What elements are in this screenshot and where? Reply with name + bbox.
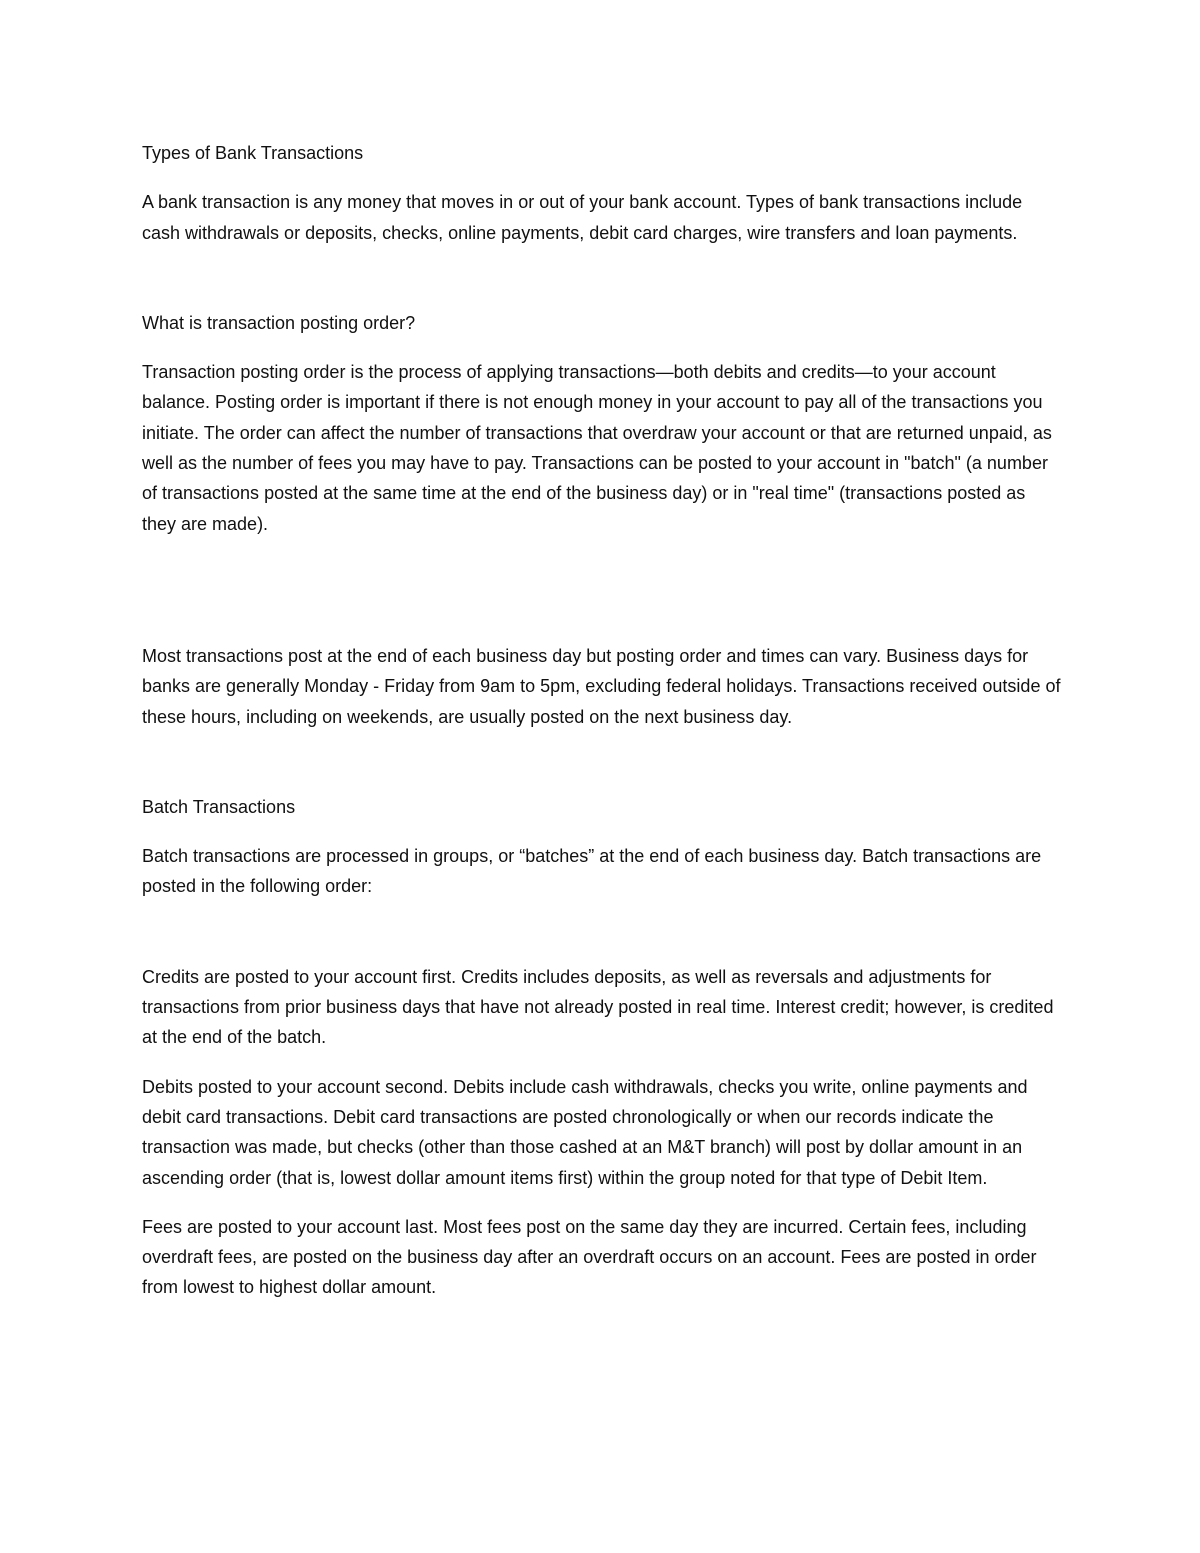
paragraph-batch-description: Batch transactions are processed in groups, or “batches” at the end of each business day. Batch transactions are posted in the following order: [142, 846, 1042, 897]
paragraph-credits: Credits are posted to your account first. Credits includes deposits, as well as reversals and adjustments for transactions from prior business days that have not already posted in real time. Interest credit; however, is credited at the end of the batch. [142, 966, 1054, 1048]
heading-batch-transactions: Batch Transactions [142, 796, 296, 817]
heading-posting-order: What is transaction posting order? [142, 312, 416, 333]
paragraph-types-description: A bank transaction is any money that moves in or out of your bank account. Types of bank transactions include cash withdrawals or deposits, checks, online payments, debit card charges, wire transfers and loan payments. [142, 192, 1023, 243]
paragraph-most-transactions: Most transactions post at the end of each business day but posting order and times can vary. Business days for banks are generally Monday - Friday from 9am to 5pm, excluding federal holidays. Transactions received outside of these hours, including on weekends, are usually posted on the next business day. [142, 645, 1061, 727]
paragraph-fees: Fees are posted to your account last. Most fees post on the same day they are incurred. Certain fees, including overdraft fees, are posted on the business day after an overdraft occurs on an account. Fees are posted in order from lowest to highest dollar amount. [142, 1216, 1037, 1298]
heading-types-of-bank-transactions: Types of Bank Transactions [142, 143, 364, 163]
document-body [142, 138, 1062, 1303]
paragraph-posting-order: Transaction posting order is the process of applying transactions—both debits and credits—to your account balance. Posting order is important if there is not enough money in your account to pay all of the transactions you initiate. The order can affect the number of transactions that overdraw your account or that are returned unpaid, as well as the number of fees you may have to pay. Transactions can be posted to your account in "batch" (a number of transactions posted at the same time at the end of the business day) or in "real time" (transactions posted as they are made). [142, 362, 1052, 534]
paragraph-debits: Debits posted to your account second. Debits include cash withdrawals, checks you write, online payments and debit card transactions. Debit card transactions are posted chronologically or when our records indicate the transaction was made, but checks (other than those cashed at an M&T branch) will post by dollar amount in an ascending order (that is, lowest dollar amount items first) within the group noted for that type of Debit Item. [142, 1076, 1028, 1188]
